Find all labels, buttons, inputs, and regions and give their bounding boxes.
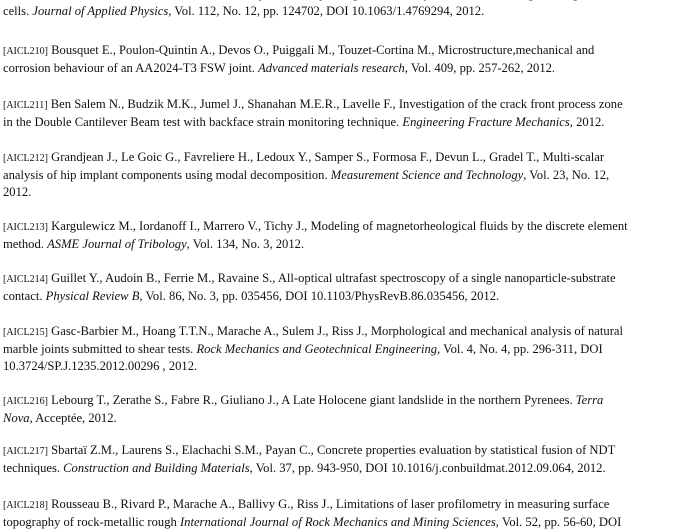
reference-text: , Vol. 52, pp. 56-60, DOI: [495, 515, 622, 529]
reference-code: [AICL213]: [3, 222, 48, 233]
reference-entry: [3, 218, 687, 253]
reference-source-title: Rock Mechanics and Geotechnical Engineering: [196, 342, 438, 356]
reference-code: [AICL212]: [3, 153, 48, 164]
reference-text: topography of rock-metallic rough: [3, 515, 180, 529]
reference-text: , Vol. 134, No. 3, 2012.: [186, 237, 305, 251]
reference-text: , Vol. 112, No. 12, pp. 124702, DOI 10.1063/1.4769294, 2012.: [168, 4, 485, 18]
reference-code: [AICL214]: [3, 274, 48, 285]
reference-line: [3, 460, 687, 477]
reference-entry: [3, 149, 687, 201]
reference-code: [AICL216]: [3, 396, 48, 407]
reference-text: cells.: [3, 4, 33, 18]
reference-line: [3, 323, 687, 341]
reference-text: , 2012.: [569, 115, 605, 129]
reference-text: Gasc-Barbier M., Hoang T.T.N., Marache A., Sulem J., Riss J., Morphological and mechanical analysis of natural: [48, 324, 623, 338]
reference-code: [AICL218]: [3, 500, 48, 511]
reference-source-title: International Journal of Rock Mechanics and Mining Sciences: [179, 515, 496, 529]
reference-line: [3, 392, 687, 410]
reference-text: 2012.: [3, 185, 32, 199]
reference-source-title: Measurement Science and Technology: [330, 168, 524, 182]
reference-text: method.: [3, 237, 48, 251]
reference-text: Ben Salem N., Budzik M.K., Jumel J., Shanahan M.E.R., Lavelle F., Investigation of the crack front process zone: [47, 97, 623, 111]
reference-line: [3, 60, 687, 77]
reference-line: [3, 288, 687, 305]
reference-entry: [3, 323, 687, 375]
reference-text: , Acceptée, 2012.: [29, 411, 117, 425]
reference-line: [3, 96, 687, 114]
reference-line: [3, 236, 687, 253]
reference-line: [3, 514, 687, 531]
reference-text: Grandjean J., Le Goic G., Favreliere H., Ledoux Y., Samper S., Formosa F., Devun L., Gradel T., Multi-scalar: [48, 150, 605, 164]
reference-line: [3, 3, 687, 20]
reference-text: analysis of hip implant components using modal decomposition.: [3, 168, 331, 182]
reference-source-title: ASME Journal of Tribology: [47, 237, 187, 251]
reference-entry: [3, 270, 687, 305]
reference-line: [3, 114, 687, 131]
reference-text: in the Double Cantilever Beam test with backface strain monitoring technique.: [3, 115, 403, 129]
reference-line: [3, 270, 687, 288]
reference-text: , Vol. 409, pp. 257-262, 2012.: [404, 61, 556, 75]
reference-text: marble joints submitted to shear tests.: [3, 342, 197, 356]
reference-text: Guillet Y., Audoin B., Ferrie M., Ravaine S., All-optical ultrafast spectroscopy of a single nanoparticle-substrate: [48, 271, 616, 285]
reference-text: , Vol. 23, No. 12,: [523, 168, 610, 182]
reference-source-title: Terra: [575, 393, 604, 407]
reference-text: Lebourg T., Zerathe S., Fabre R., Giuliano J., A Late Holocene giant landslide in the northern Pyrenees.: [48, 393, 576, 407]
reference-text: , Vol. 86, No. 3, pp. 035456, DOI 10.1103/PhysRevB.86.035456, 2012.: [139, 289, 500, 303]
reference-line: [3, 184, 687, 201]
reference-entry: [3, 496, 687, 531]
reference-code: [AICL215]: [3, 327, 48, 338]
reference-line: [3, 341, 687, 358]
reference-text: contact.: [3, 289, 46, 303]
reference-entry: [3, 96, 687, 131]
reference-text: , Vol. 4, No. 4, pp. 296-311, DOI: [437, 342, 603, 356]
reference-line: [3, 496, 687, 514]
reference-entry: [3, 42, 687, 77]
reference-entry: [3, 392, 687, 427]
reference-entry: [3, 0, 687, 20]
reference-line: [3, 410, 687, 427]
reference-text: Rousseau B., Rivard P., Marache A., Ballivy G., Riss J., Limitations of laser profilometry in measuring surface: [48, 497, 610, 511]
reference-source-title: Advanced materials research: [258, 61, 405, 75]
reference-line: [3, 149, 687, 167]
reference-text: Bousquet E., Poulon-Quintin A., Devos O., Puiggali M., Touzet-Cortina M., Microstructure,mechanical and: [48, 43, 595, 57]
reference-text: Sbartaï Z.M., Laurens S., Elachachi S.M., Payan C., Concrete properties evaluation by statistical fusion of NDT: [48, 443, 616, 457]
reference-source-title: Journal of Applied Physics: [32, 4, 169, 18]
reference-code: [AICL210]: [3, 46, 48, 57]
reference-line: [3, 167, 687, 184]
reference-text: corrosion behaviour of an AA2024-T3 FSW joint.: [3, 61, 259, 75]
reference-text: techniques.: [3, 461, 64, 475]
reference-text: [3, 0, 597, 1]
reference-line: [3, 358, 687, 375]
reference-text: 10.3724/SP.J.1235.2012.00296 , 2012.: [3, 359, 198, 373]
reference-entry: [3, 442, 687, 477]
reference-text: Kargulewicz M., Iordanoff I., Marrero V., Tichy J., Modeling of magnetorheological fluids by the discrete element: [48, 219, 628, 233]
reference-source-title: Physical Review B: [45, 289, 140, 303]
reference-line: [3, 218, 687, 236]
reference-text: , Vol. 37, pp. 943-950, DOI 10.1016/j.conbuildmat.2012.09.064, 2012.: [249, 461, 606, 475]
reference-line: [3, 442, 687, 460]
reference-code: [AICL211]: [3, 100, 48, 111]
reference-source-title: Engineering Fracture Mechanics: [402, 115, 570, 129]
reference-line: [3, 42, 687, 60]
reference-source-title: Nova: [3, 411, 30, 425]
reference-source-title: Construction and Building Materials: [63, 461, 250, 475]
reference-code: [AICL217]: [3, 446, 48, 457]
